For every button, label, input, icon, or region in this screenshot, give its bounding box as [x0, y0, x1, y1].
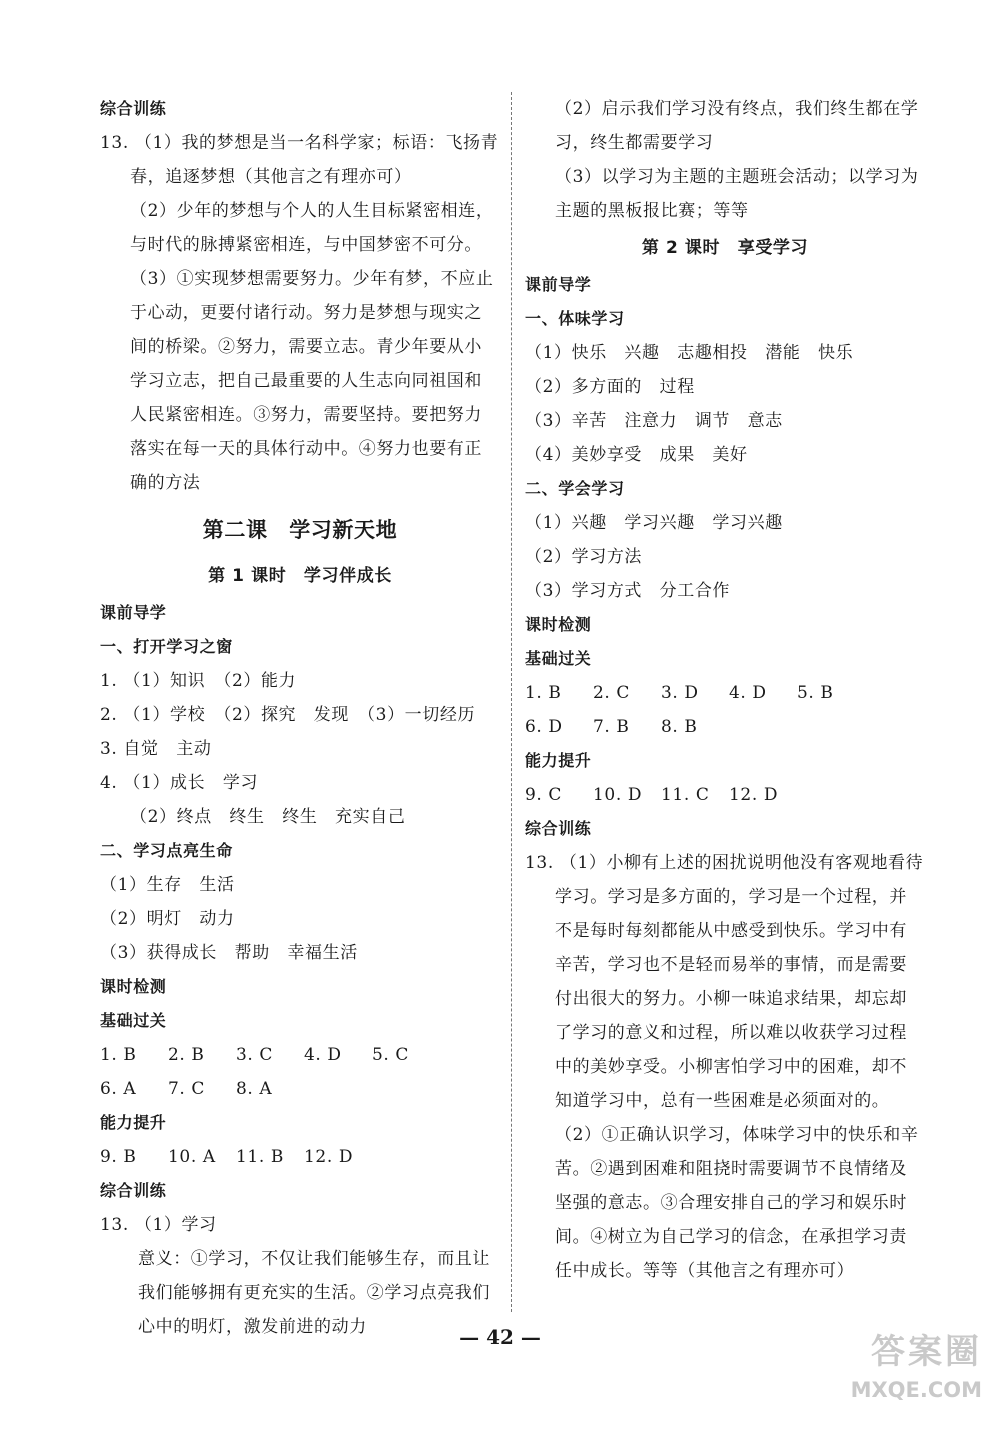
- answer-text: 与时代的脉搏紧密相连，与中国梦密不可分。: [130, 235, 482, 255]
- answer-row: [525, 676, 925, 710]
- section-heading: 一、打开学习之窗: [100, 637, 233, 656]
- answer-item: 5. C: [372, 1045, 410, 1065]
- section-heading: 二、学会学习: [525, 479, 625, 498]
- answer-text: （3）以学习为主题的主题班会活动；以学习为: [555, 167, 919, 187]
- answer-item: 6. D: [525, 717, 563, 737]
- answer-text: 4. （1）成长 学习: [100, 773, 259, 793]
- answer-row: [525, 710, 925, 744]
- lesson-title: 第二课 学习新天地: [202, 518, 398, 542]
- answer-text: （1）快乐 兴趣 志趣相投 潜能 快乐: [525, 343, 854, 363]
- answer-text: （1）兴趣 学习兴趣 学习兴趣: [525, 513, 783, 533]
- answer-text: 人民紧密相连。③努力，需要坚持。要把努力: [130, 405, 482, 425]
- watermark-domain: MXQE.COM: [850, 1378, 982, 1402]
- answer-text: 落实在每一天的具体行动中。④努力也要有正: [130, 439, 482, 459]
- watermark-logo: [832, 1329, 982, 1419]
- section-heading: 课时检测: [100, 977, 167, 996]
- answer-text: 学习。学习是多方面的，学习是一个过程，并: [555, 887, 907, 907]
- answer-text: 意义：①学习，不仅让我们能够生存，而且让: [138, 1249, 490, 1269]
- answer-item: 12. D: [729, 785, 779, 805]
- answer-text: （2）终点 终生 终生 充实自己: [130, 807, 406, 827]
- answer-item: 7. C: [168, 1079, 206, 1099]
- answer-text: （2）少年的梦想与个人的人生目标紧密相连，: [130, 201, 494, 221]
- section-heading: 综合训练: [525, 819, 592, 838]
- answer-item: 2. B: [168, 1045, 205, 1065]
- answer-text: 心中的明灯，激发前进的动力: [138, 1317, 367, 1337]
- answer-text: 不是每时每刻都能从中感受到快乐。学习中有: [555, 921, 907, 941]
- answer-text: 2. （1）学校 （2）探究 发现 （3）一切经历: [100, 705, 476, 725]
- answer-item: 1. B: [100, 1045, 137, 1065]
- answer-text: （3）学习方式 分工合作: [525, 581, 731, 601]
- answer-item: 3. C: [236, 1045, 274, 1065]
- answer-item: 5. B: [797, 683, 834, 703]
- section-heading: 综合训练: [100, 1181, 167, 1200]
- section-heading: 课前导学: [100, 603, 167, 622]
- right-column: [525, 92, 925, 1288]
- answer-text: （2）明灯 动力: [100, 909, 235, 929]
- answer-text: （4）美妙享受 成果 美好: [525, 445, 748, 465]
- answer-text: 于心动，更要付诸行动。努力是梦想与现实之: [130, 303, 482, 323]
- answer-text: （2）①正确认识学习，体味学习中的快乐和辛: [555, 1125, 919, 1145]
- answer-item: 10. D: [593, 785, 643, 805]
- answer-text: 学习立志，把自己最重要的人生志向同祖国和: [130, 371, 482, 391]
- answer-text: 3. 自觉 主动: [100, 739, 212, 759]
- answer-text: 13. （1）我的梦想是当一名科学家；标语：飞扬青: [100, 133, 499, 153]
- section-heading: 基础过关: [525, 649, 592, 668]
- left-column: [100, 92, 500, 1344]
- period-title: 第 1 课时 学习伴成长: [208, 566, 392, 586]
- answer-text: 辛苦，学习也不是轻而易举的事情，而是需要: [555, 955, 907, 975]
- answer-text: 了学习的意义和过程，所以难以收获学习过程: [555, 1023, 907, 1043]
- answer-text: 习，终生都需要学习: [555, 133, 714, 153]
- section-heading: 综合训练: [100, 99, 167, 118]
- answer-text: 间的桥梁。②努力，需要立志。青少年要从小: [130, 337, 482, 357]
- section-heading: 基础过关: [100, 1011, 167, 1030]
- answer-item: 1. B: [525, 683, 562, 703]
- answer-item: 3. D: [661, 683, 699, 703]
- answer-item: 11. B: [236, 1147, 284, 1167]
- answer-item: 9. C: [525, 785, 563, 805]
- answer-text: 间。④树立为自己学习的信念，在承担学习责: [555, 1227, 907, 1247]
- answer-text: （2）学习方法: [525, 547, 643, 567]
- answer-text: 13. （1）学习: [100, 1215, 217, 1235]
- answer-text: 知道学习中，总有一些困难是必须面对的。: [555, 1091, 890, 1111]
- column-divider: [511, 92, 512, 1312]
- answer-item: 6. A: [100, 1079, 137, 1099]
- answer-text: 我们能够拥有更充实的生活。②学习点亮我们: [138, 1283, 490, 1303]
- section-heading: 能力提升: [100, 1113, 167, 1132]
- answer-item: 4. D: [304, 1045, 342, 1065]
- answer-item: 9. B: [100, 1147, 137, 1167]
- section-heading: 课时检测: [525, 615, 592, 634]
- answer-text: 任中成长。等等（其他言之有理亦可）: [555, 1261, 855, 1281]
- answer-text: （1）生存 生活: [100, 875, 235, 895]
- answer-text: （2）启示我们学习没有终点，我们终生都在学: [555, 99, 919, 119]
- answer-text: 主题的黑板报比赛；等等: [555, 201, 749, 221]
- answer-text: 1. （1）知识 （2）能力: [100, 671, 297, 691]
- answer-text: 春，追逐梦想（其他言之有理亦可）: [130, 167, 412, 187]
- watermark-text: 答案圈: [871, 1332, 982, 1372]
- answer-text: （2）多方面的 过程: [525, 377, 695, 397]
- answer-item: 2. C: [593, 683, 631, 703]
- answer-item: 4. D: [729, 683, 767, 703]
- answer-item: 10. A: [168, 1147, 216, 1167]
- section-heading: 课前导学: [525, 275, 592, 294]
- answer-row: [525, 778, 925, 812]
- answer-text: （3）获得成长 帮助 幸福生活: [100, 943, 358, 963]
- period-title: 第 2 课时 享受学习: [641, 238, 809, 258]
- answer-item: 8. A: [236, 1079, 273, 1099]
- answer-item: 11. C: [661, 785, 710, 805]
- answer-text: 确的方法: [130, 473, 201, 493]
- answer-text: 中的美妙享受。小柳害怕学习中的困难，却不: [555, 1057, 907, 1077]
- section-heading: 二、学习点亮生命: [100, 841, 233, 860]
- answer-item: 8. B: [661, 717, 698, 737]
- answer-text: 苦。②遇到困难和阻挠时需要调节不良情绪及: [555, 1159, 907, 1179]
- page-number: — 42 —: [459, 1325, 541, 1349]
- answer-row: [100, 1140, 500, 1174]
- section-heading: 能力提升: [525, 751, 592, 770]
- answer-item: 12. D: [304, 1147, 354, 1167]
- answer-text: 付出很大的努力。小柳一味追求结果，却忘却: [555, 989, 907, 1009]
- answer-item: 7. B: [593, 717, 630, 737]
- answer-text: （3）辛苦 注意力 调节 意志: [525, 411, 783, 431]
- answer-text: 坚强的意志。③合理安排自己的学习和娱乐时: [555, 1193, 907, 1213]
- answer-row: [100, 1072, 500, 1106]
- section-heading: 一、体味学习: [525, 309, 625, 328]
- answer-row: [100, 1038, 500, 1072]
- answer-text: （3）①实现梦想需要努力。少年有梦，不应止: [130, 269, 494, 289]
- answer-text: 13. （1）小柳有上述的困扰说明他没有客观地看待: [525, 853, 924, 873]
